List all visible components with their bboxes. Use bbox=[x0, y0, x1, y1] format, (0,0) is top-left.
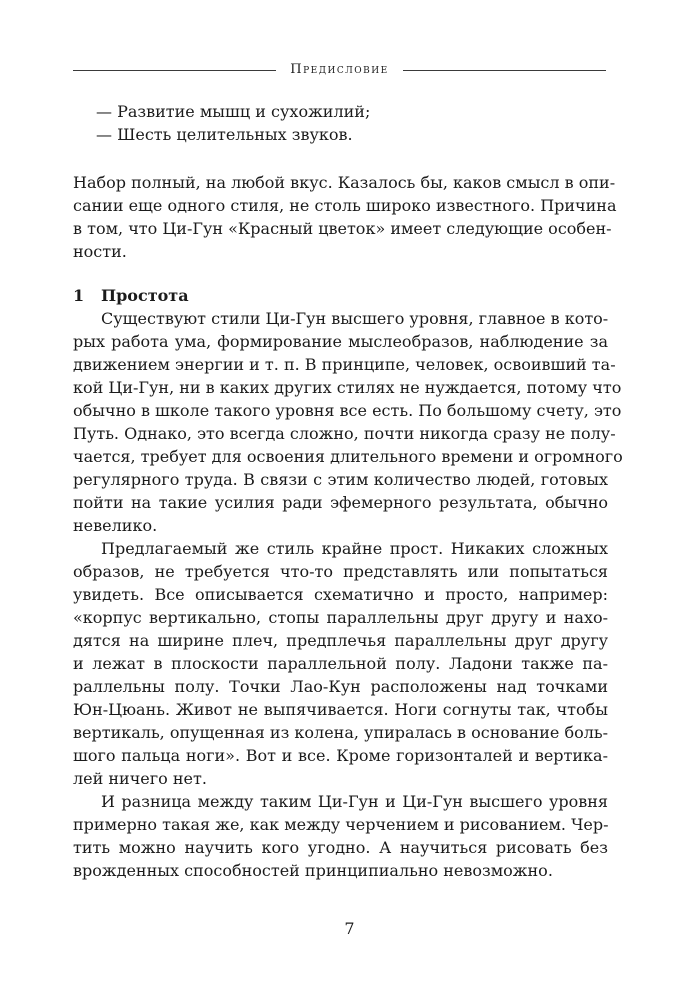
text-line: Предлагаемый же стиль крайне прост. Никаких сложных bbox=[101, 539, 608, 558]
text-line: «корпус вертикально, стопы параллельны друг другу и нахо- bbox=[73, 608, 608, 627]
text-line: шого пальца ноги». Вот и все. Кроме горизонталей и вертика- bbox=[73, 746, 608, 765]
text-line: Набор полный, на любой вкус. Казалось бы, каков смысл в опи- bbox=[73, 173, 616, 192]
page-number: 7 bbox=[344, 919, 355, 938]
text-line: увидеть. Все описывается схематично и просто, например: bbox=[73, 585, 608, 604]
header-rule-left bbox=[73, 70, 276, 71]
text-line: движением энергии и т. п. В принципе, человек, освоивший та- bbox=[73, 355, 616, 374]
text-line: врожденных способностей принципиально невозможно. bbox=[73, 861, 553, 880]
text-line: в том, что Ци-Гун «Красный цветок» имеет следующие особен- bbox=[73, 219, 612, 238]
text-line: Путь. Однако, это всегда сложно, почти никогда сразу не полу- bbox=[73, 424, 616, 443]
text-line: Юн-Цюань. Живот не выпячивается. Ноги согнуты так, чтобы bbox=[73, 700, 608, 719]
text-line: раллельны полу. Точки Лао-Кун расположены над точками bbox=[73, 677, 608, 696]
text-line: невелико. bbox=[73, 516, 158, 535]
text-line: и лежат в плоскости параллельной полу. Ладони также па- bbox=[73, 654, 608, 673]
text-line: ности. bbox=[73, 242, 127, 261]
text-line: тить можно научить кого угодно. А научиться рисовать без bbox=[73, 838, 608, 857]
paragraph bbox=[73, 790, 608, 882]
section-number: 1 bbox=[73, 286, 85, 305]
running-header bbox=[73, 59, 606, 81]
text-line: вертикаль, опущенная из колена, упиралась в основание боль- bbox=[73, 723, 608, 742]
section-heading bbox=[73, 284, 608, 307]
text-line: регулярного труда. В связи с этим количество людей, готовых bbox=[73, 470, 608, 489]
header-title: Предисловие bbox=[290, 62, 389, 77]
header-rule-right bbox=[403, 70, 606, 71]
text-line: Существуют стили Ци-Гун высшего уровня, главное в кото- bbox=[101, 309, 609, 328]
bullet-list bbox=[96, 100, 608, 146]
text-line: чается, требует для освоения длительного времени и огромного bbox=[73, 447, 623, 466]
text-line: обычно в школе такого уровня все есть. По большому счету, это bbox=[73, 401, 622, 420]
intro-paragraph bbox=[73, 171, 617, 263]
text-line: образов, не требуется что-то представлять или попытаться bbox=[73, 562, 608, 581]
section-body bbox=[73, 307, 623, 882]
section-title: Простота bbox=[101, 286, 189, 305]
text-line: дятся на ширине плеч, предплечья параллельны друг другу bbox=[73, 631, 608, 650]
text-line: кой Ци-Гун, ни в каких других стилях не нуждается, потому что bbox=[73, 378, 622, 397]
text-line: примерно такая же, как между черчением и рисованием. Чер- bbox=[73, 815, 609, 834]
text-line: пойти на такие усилия ради эфемерного результата, обычно bbox=[73, 493, 608, 512]
list-item: — Развитие мышц и сухожилий; bbox=[96, 102, 371, 121]
list-item: — Шесть целительных звуков. bbox=[96, 125, 353, 144]
paragraph bbox=[73, 307, 623, 537]
text-line: И разница между таким Ци-Гун и Ци-Гун высшего уровня bbox=[101, 792, 608, 811]
text-line: рых работа ума, формирование мыслеобразов, наблюдение за bbox=[73, 332, 608, 351]
text-line: лей ничего нет. bbox=[73, 769, 207, 788]
paragraph bbox=[73, 537, 608, 790]
text-line: сании еще одного стиля, не столь широко известного. Причина bbox=[73, 196, 617, 215]
